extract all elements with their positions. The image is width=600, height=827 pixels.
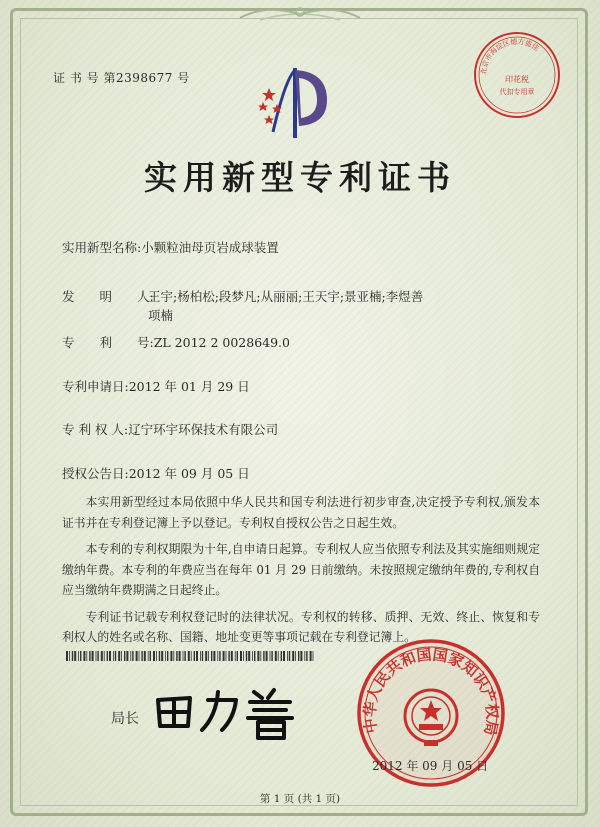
inventor-label: 发 明 人: (62, 289, 154, 304)
application-date-value: 2012 年 01 月 29 日 (128, 379, 250, 394)
body-paragraph: 专利证书记载专利权登记时的法律状况。专利权的转移、质押、无效、终止、恢复和专利权人的姓名或名称、国籍、地址变更等事项记载在专利登记簿上。 (62, 609, 540, 644)
director-label: 局长 (111, 711, 139, 727)
stamp-line-2: 代扣专用章 (499, 88, 535, 96)
svg-text:北京市海淀区德方盛佳 (479, 37, 541, 76)
certificate-title: 实用新型专利证书 (144, 158, 456, 197)
grant-date-label: 授权公告日: (62, 466, 129, 481)
seal-date: 2012 年 09 月 05 日 (372, 759, 489, 773)
patent-office-emblem (255, 60, 335, 140)
grant-date-value: 2012 年 09 月 05 日 (128, 466, 250, 481)
tax-stamp (472, 30, 562, 120)
stamp-line-1: 印花税 (505, 75, 529, 84)
inventors-value (148, 287, 448, 325)
inventors-line-2: 项楠 (148, 308, 174, 323)
utility-model-name-value: 小颗粒油母页岩成球装置 (141, 240, 279, 255)
body-paragraph: 本专利的专利权期限为十年,自申请日起算。专利权人应当依照专利法及其实施细则规定缴纳年费。本专利的年费应当在每年 01 月 29 日前缴纳。未按照规定缴纳年费的,专利权自应当缴纳年费期满之日起终止。 (62, 542, 540, 597)
patentee-row (62, 420, 278, 438)
patentee-value: 辽宁环宇环保技术有限公司 (128, 422, 279, 437)
inventors-line-1: 王宇;杨柏松;段梦凡;从丽丽;王天宇;景亚楠;李煜善 (148, 289, 424, 304)
page-footer: 第 1 页 (共 1 页) (259, 793, 341, 805)
application-date-label: 专利申请日: (62, 379, 129, 394)
top-ornament (230, 2, 370, 24)
seal-text: 中华人民共和国国家知识产权局 (360, 645, 502, 737)
grant-date-row (62, 464, 250, 482)
application-date-row (62, 377, 250, 395)
director-signature (150, 682, 300, 742)
patentee-label: 专 利 权 人: (62, 422, 129, 437)
patent-number-label: 专 利 号: (62, 335, 154, 350)
body-paragraph: 本实用新型经过本局依照中华人民共和国专利法进行初步审查,决定授予专利权,颁发本证书并在专利登记簿上予以登记。专利权自授权公告之日起生效。 (62, 495, 540, 530)
stamp-arc-text: 北京市海淀区德方盛佳 (479, 37, 541, 76)
patent-number-row (62, 333, 290, 351)
patent-number-value: ZL 2012 2 0028649.0 (153, 335, 290, 350)
utility-model-name-label: 实用新型名称: (62, 240, 142, 255)
certificate-number: 证 书 号 第2398677 号 (53, 71, 190, 85)
barcode (66, 651, 316, 661)
utility-model-name-row (62, 238, 279, 256)
certificate-body (62, 492, 540, 654)
